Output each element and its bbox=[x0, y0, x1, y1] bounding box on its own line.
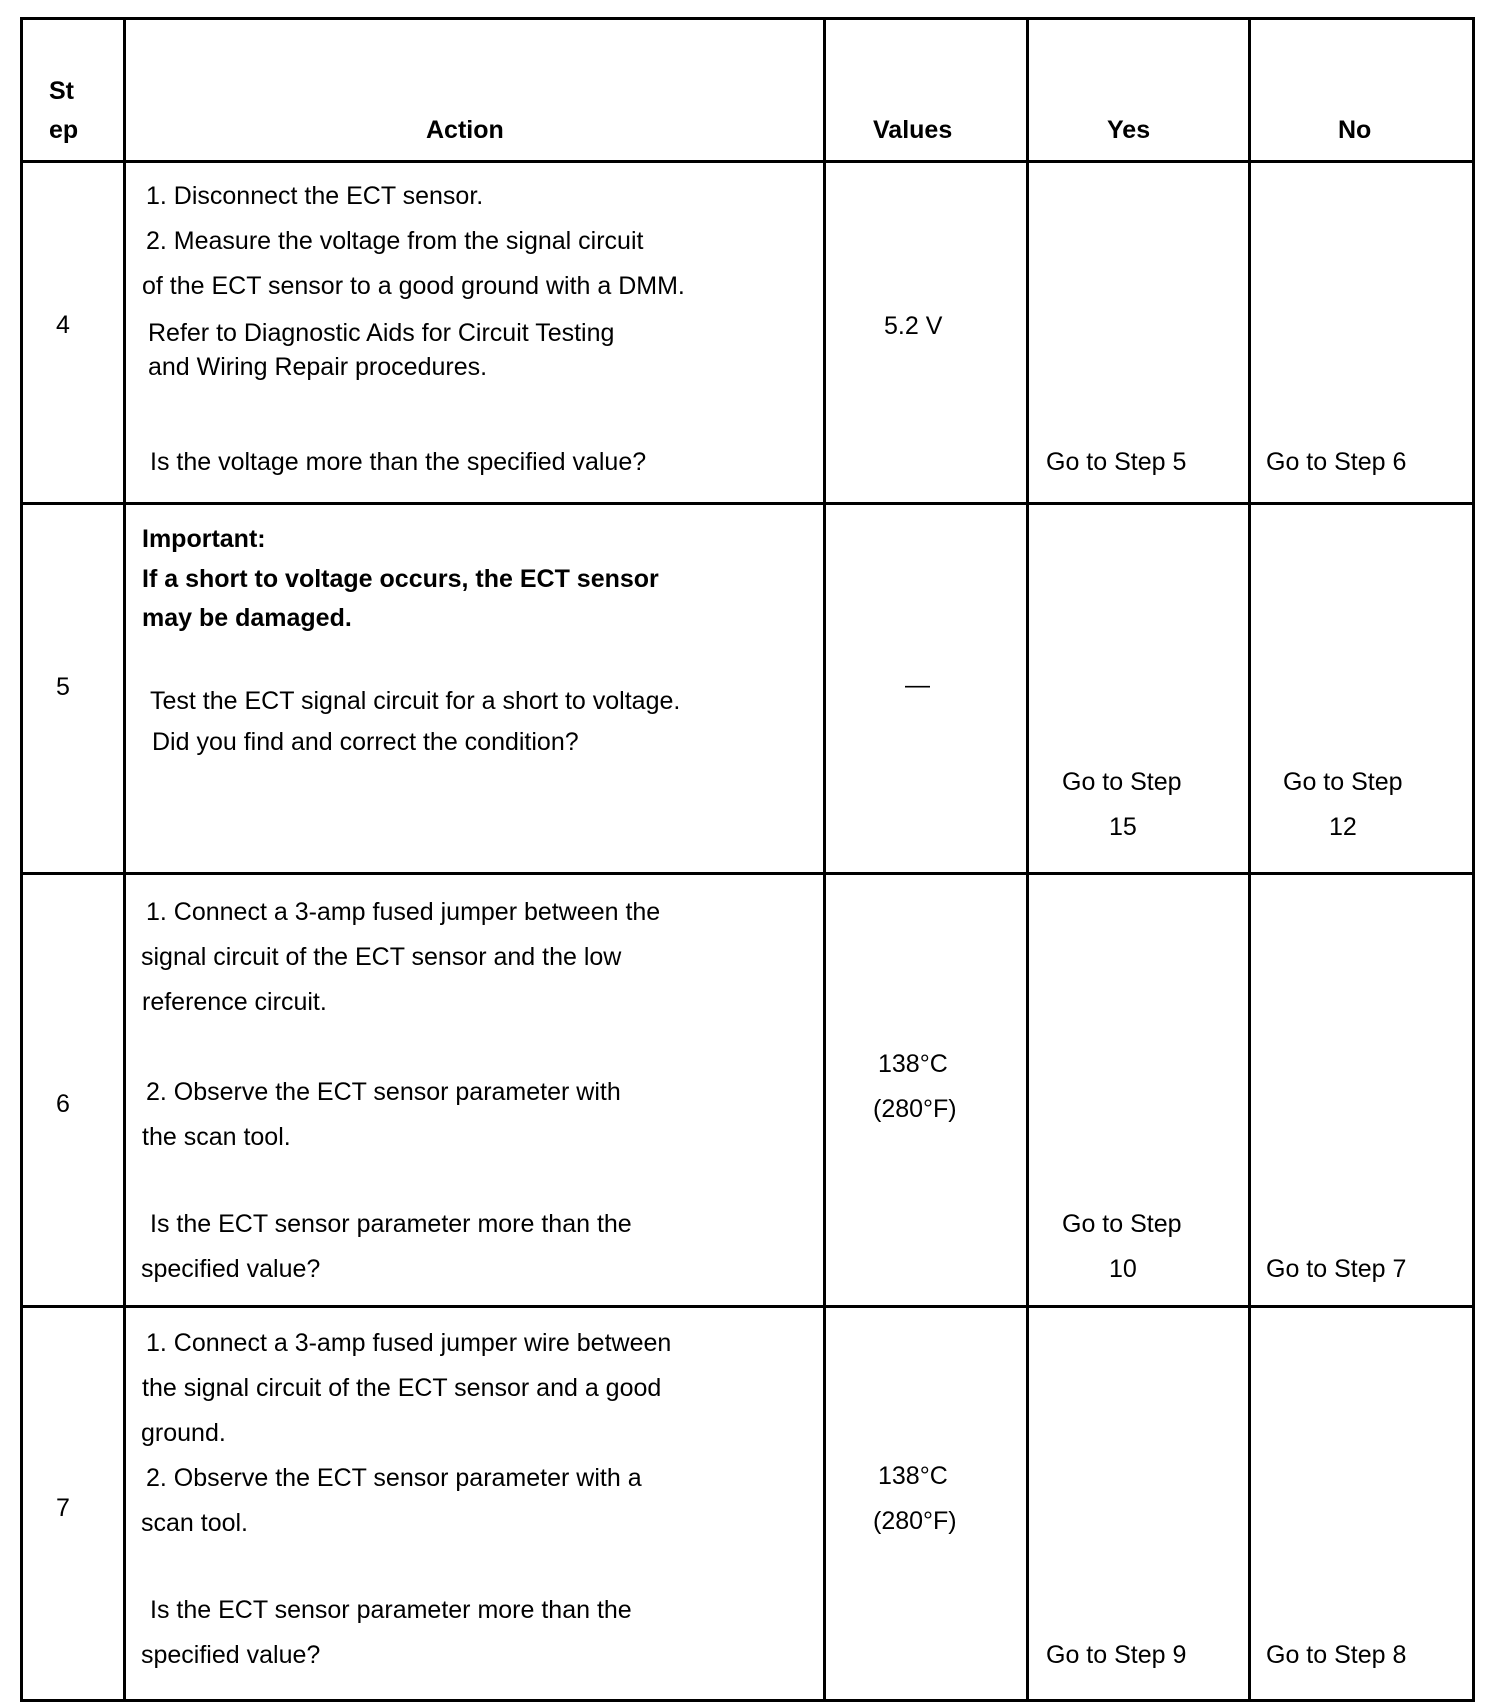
no-cell bbox=[1250, 504, 1474, 874]
header-action bbox=[125, 19, 825, 162]
step-number: 6 bbox=[56, 1090, 70, 1118]
step-cell bbox=[22, 874, 125, 1307]
action-cell bbox=[125, 874, 825, 1307]
action-line: the scan tool. bbox=[142, 1123, 291, 1151]
table-row bbox=[22, 874, 1474, 1307]
no-target: Go to Step bbox=[1283, 768, 1403, 796]
yes-target: Go to Step 9 bbox=[1046, 1641, 1187, 1669]
action-question: specified value? bbox=[141, 1255, 321, 1283]
header-values bbox=[825, 19, 1028, 162]
action-line: of the ECT sensor to a good ground with a DMM. bbox=[142, 272, 685, 300]
table-row bbox=[22, 504, 1474, 874]
action-line: and Wiring Repair procedures. bbox=[148, 353, 488, 381]
header-row bbox=[22, 19, 1474, 162]
no-cell bbox=[1250, 1307, 1474, 1701]
action-question: Is the voltage more than the specified value? bbox=[150, 448, 647, 476]
action-cell bbox=[125, 162, 825, 504]
step-cell bbox=[22, 504, 125, 874]
yes-target: Go to Step bbox=[1062, 1210, 1182, 1238]
action-question: Is the ECT sensor parameter more than the bbox=[150, 1596, 632, 1624]
action-line: 2. Measure the voltage from the signal circuit bbox=[146, 227, 644, 255]
yes-target-step: 15 bbox=[1109, 813, 1137, 841]
table-row bbox=[22, 1307, 1474, 1701]
action-line: 2. Observe the ECT sensor parameter with bbox=[146, 1078, 621, 1106]
header-yes bbox=[1028, 19, 1250, 162]
action-line: 1. Connect a 3-amp fused jumper between the bbox=[146, 898, 661, 926]
action-question: Is the ECT sensor parameter more than the bbox=[150, 1210, 632, 1238]
value-text: 5.2 V bbox=[884, 312, 943, 340]
step-cell bbox=[22, 1307, 125, 1701]
step-number: 5 bbox=[56, 673, 70, 701]
action-cell bbox=[125, 504, 825, 874]
no-target: Go to Step 8 bbox=[1266, 1641, 1407, 1669]
important-text: If a short to voltage occurs, the ECT sensor bbox=[142, 565, 659, 593]
header-values-label: Values bbox=[873, 116, 953, 144]
action-line: 1. Connect a 3-amp fused jumper wire between bbox=[146, 1329, 672, 1357]
no-cell bbox=[1250, 874, 1474, 1307]
table-row bbox=[22, 162, 1474, 504]
action-line: the signal circuit of the ECT sensor and a good bbox=[142, 1374, 662, 1402]
important-label: Important: bbox=[142, 525, 266, 553]
step-number: 4 bbox=[56, 311, 70, 339]
action-question: Did you find and correct the condition? bbox=[152, 728, 579, 756]
action-line: Test the ECT signal circuit for a short to voltage. bbox=[150, 687, 681, 715]
diagnostic-table bbox=[20, 17, 1475, 1702]
important-text: may be damaged. bbox=[142, 604, 352, 632]
values-cell bbox=[825, 504, 1028, 874]
action-line: 1. Disconnect the ECT sensor. bbox=[146, 182, 484, 210]
action-line: Refer to Diagnostic Aids for Circuit Testing bbox=[148, 319, 615, 347]
no-target: Go to Step 7 bbox=[1266, 1255, 1407, 1283]
header-no-label: No bbox=[1338, 116, 1372, 144]
yes-target: Go to Step bbox=[1062, 768, 1182, 796]
values-cell bbox=[825, 162, 1028, 504]
values-cell bbox=[825, 874, 1028, 1307]
no-cell bbox=[1250, 162, 1474, 504]
yes-cell bbox=[1028, 504, 1250, 874]
values-cell bbox=[825, 1307, 1028, 1701]
header-step bbox=[22, 19, 125, 162]
value-text: (280°F) bbox=[873, 1095, 957, 1123]
no-target-step: 12 bbox=[1329, 813, 1357, 841]
value-text: (280°F) bbox=[873, 1507, 957, 1535]
action-line: ground. bbox=[141, 1419, 226, 1447]
yes-cell bbox=[1028, 1307, 1250, 1701]
action-line: reference circuit. bbox=[142, 988, 327, 1016]
header-no bbox=[1250, 19, 1474, 162]
yes-cell bbox=[1028, 874, 1250, 1307]
no-target: Go to Step 6 bbox=[1266, 448, 1407, 476]
header-action-label: Action bbox=[426, 116, 504, 144]
action-line: scan tool. bbox=[141, 1509, 249, 1537]
value-text: 138°C bbox=[878, 1462, 948, 1490]
action-cell bbox=[125, 1307, 825, 1701]
header-yes-label: Yes bbox=[1107, 116, 1151, 144]
action-line: signal circuit of the ECT sensor and the low bbox=[141, 943, 622, 971]
header-step-line2: ep bbox=[49, 116, 79, 144]
header-step-line1: St bbox=[49, 77, 74, 105]
yes-target: Go to Step 5 bbox=[1046, 448, 1187, 476]
action-question: specified value? bbox=[141, 1641, 321, 1669]
step-number: 7 bbox=[56, 1494, 70, 1522]
yes-target-step: 10 bbox=[1109, 1255, 1137, 1283]
value-text: 138°C bbox=[878, 1050, 948, 1078]
action-line: 2. Observe the ECT sensor parameter with a bbox=[146, 1464, 642, 1492]
value-text: — bbox=[905, 671, 930, 699]
yes-cell bbox=[1028, 162, 1250, 504]
step-cell bbox=[22, 162, 125, 504]
